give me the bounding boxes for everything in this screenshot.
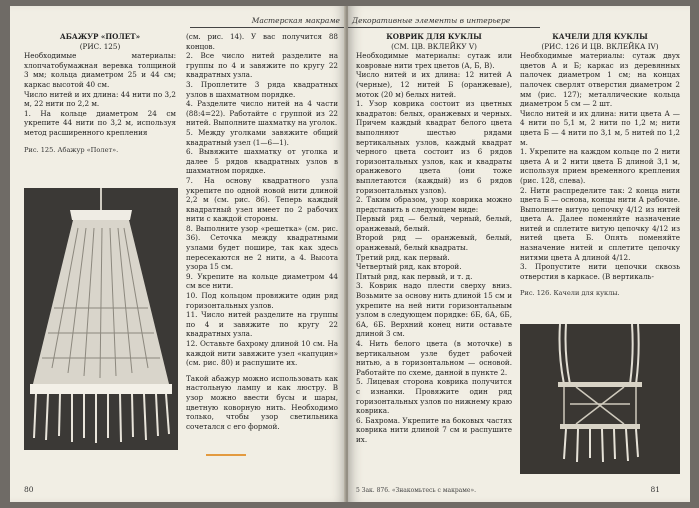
paragraph: Необходимые материалы: хлопчатобумажная веревка толщиной 3 мм; кольца диаметром 25 и 44 см; каркас высотой 40 см. bbox=[24, 51, 176, 89]
lampshade-photo bbox=[24, 188, 178, 450]
paragraph: 7. На основу квадратного узла укрепите по одной новой нити длиной 2,2 м (см. рис. 86). Теперь каждый квадратный узел имеет по 2 рабочих нити с каждой стороны. bbox=[186, 175, 338, 224]
figure-caption: Рис. 125. Абажур «Полет». bbox=[24, 145, 119, 154]
paragraph: 3. Пропустите нити цепочки сквозь отверстия в каркасе. (В вертикаль- bbox=[520, 262, 680, 281]
page-number-left: 80 bbox=[24, 485, 34, 494]
swing-photo bbox=[520, 324, 680, 474]
paragraph: Число нитей и их длина: нити цвета А — 4 нити по 5,1 м, 2 нити по 1,2 м; нити цвета Б — 4 нити по 3,1 м, 5 нитей по 1,2 м. bbox=[520, 108, 680, 147]
paragraph: 8. Выполните узор «решетка» (см. рис. 36). Сеточка между квадратными узлами будет пошире, так как здесь пересекаются не 2 нити, а 4. Высота узора 15 см. bbox=[186, 223, 338, 272]
paragraph: Число нитей и их длина: 12 нитей А (черные), 12 нитей Б (оранжевые), моток (20 м) белых нитей. bbox=[356, 70, 512, 99]
right-page bbox=[348, 6, 690, 502]
rug-subheading: (СМ. ЦВ. ВКЛЕЙКУ V) bbox=[391, 41, 477, 51]
paragraph: Четвертый ряд, как второй. bbox=[356, 262, 462, 272]
paragraph: Первый ряд — белый, черный, белый, оранжевый, белый. bbox=[356, 214, 512, 233]
running-head-rule-right bbox=[348, 27, 540, 28]
paragraph: Пятый ряд, как первый, и т. д. bbox=[356, 271, 473, 281]
swing-subheading: (РИС. 126 И ЦВ. ВКЛЕЙКА IV) bbox=[541, 41, 659, 51]
right-column-2 bbox=[520, 32, 680, 299]
swing-heading: КАЧЕЛИ ДЛЯ КУКЛЫ bbox=[552, 32, 648, 41]
paragraph: Необходимые материалы: сутаж или ковровые нити трех цветов (А, Б, В). bbox=[356, 51, 512, 70]
paragraph: Такой абажур можно использовать как настольную лампу и как люстру. В узор можно ввести бусы и шары, цветную коворную нить. Необходимо только, чтобы узор светильника сочетался с его формой. bbox=[186, 373, 338, 431]
paragraph: Число нитей и их длина: 44 нити по 3,2 м, 22 нити по 2,2 м. bbox=[24, 89, 176, 109]
paragraph: Третий ряд, как первый. bbox=[356, 252, 450, 262]
paragraph: 2. Все число нитей разделите на группы по 4 и завяжите по кругу 22 квадратных узла. bbox=[186, 51, 338, 80]
paragraph: 1. На кольце диаметром 24 см укрепите 44 нити по 3,2 м, используя метод расширенного крепления bbox=[24, 108, 176, 137]
paragraph: 6. Бахрома. Укрепите на боковых частях коврика нити длиной 7 см и распушите их. bbox=[356, 415, 512, 444]
paragraph: 5. Лицевая сторона коврика получится с изнанки. Провяжите один ряд горизонтальных узлов по нижнему краю коврика. bbox=[356, 377, 512, 416]
paragraph: 1. Укрепите на каждом кольце по 2 нити цвета А и 2 нити цвета Б длиной 3,1 м, используя прием временного крепления (рис. 128, слева). bbox=[520, 147, 680, 185]
right-column-1 bbox=[356, 32, 512, 445]
running-head-rule-left bbox=[190, 27, 346, 28]
paragraph: 2. Таким образом, узор коврика можно представить в следующем виде: bbox=[356, 195, 512, 214]
paragraph: 5. Между уголками завяжите общий квадратный узел (1—6—1). bbox=[186, 127, 338, 147]
figure-caption: Рис. 126. Качели для куклы. bbox=[520, 289, 620, 298]
paragraph: 4. Нить белого цвета (в моточке) в вертикальном узле будет рабочей нитью, а в горизонтальном — основой. Работайте по схеме, данной в пункте 2. bbox=[356, 339, 512, 377]
paragraph: 12. Оставьте бахрому длиной 10 см. На каждой нити завяжите узел «капуцин» (см. рис. 80) и распушите их. bbox=[186, 339, 338, 368]
running-head-right: Декоративные элементы в интерьере bbox=[352, 16, 511, 25]
paragraph: 1. Узор коврика состоит из цветных квадратов: белых, оранжевых и черных. Причем каждый квадрат белого цвета выполняют шестью рядами вертикальных узлов, каждый квадрат черного цвета состоит из 6 рядов горизонтальных узлов, как и квадраты оранжевого цвета (они тоже выплетаются (каждый) из 6 рядов горизонтальных узлов). bbox=[356, 99, 512, 195]
footnote: 5 Зак. 876. «Знакомьтесь с макраме». bbox=[356, 487, 477, 494]
paragraph: Необходимые материалы: сутаж двух цветов А и Б; каркас из деревянных палочек диаметром 1 см; на концах палочек сверлят отверстия диаметром 2 мм (рис. 127); металлические кольца диаметром 5 см — 2 шт. bbox=[520, 51, 680, 109]
left-column-2 bbox=[186, 32, 338, 431]
paragraph: 3. Коврик надо плести сверху вниз. Возьмите за основу нить длиной 15 см и укрепите на ней нити горизонтальным узлом в следующем порядке: 6Б, 6А, 6Б, 6А, 6Б. Верхний конец нити оставьте длиной 3 см. bbox=[356, 281, 512, 339]
lampshade-subheading: (РИС. 125) bbox=[79, 41, 121, 51]
rug-heading: КОВРИК ДЛЯ КУКЛЫ bbox=[386, 32, 482, 41]
page-number-right: 81 bbox=[650, 485, 660, 494]
paragraph: 9. Укрепите на кольце диаметром 44 см все нити. bbox=[186, 271, 338, 291]
paragraph: 4. Разделите число нитей на 4 части (88:4=22). Работайте с группой из 22 нитей. Выполните шахматку на уголок. bbox=[186, 99, 338, 128]
running-head-left: Мастерская макраме bbox=[251, 16, 340, 25]
paragraph: 11. Число нитей разделите на группы по 4 и завяжите по кругу 22 квадратных узла. bbox=[186, 310, 338, 339]
paragraph: 2. Нити распределите так: 2 конца нити цвета Б — основа, концы нити А рабочие. Выполните витую цепочку 4/12 из нитей цвета А. Далее поменяйте назначение нитей и сплетите витую цепочку 4/12 из нитей цвета Б. Опять поменяйте назначение нитей и сплетите цепочку нитями цвета А длиной 4/12. bbox=[520, 185, 680, 262]
paragraph: Второй ряд — оранжевый, белый, оранжевый, белый квадраты. bbox=[356, 233, 512, 253]
lampshade-heading: АБАЖУР «ПОЛЕТ» bbox=[59, 32, 141, 41]
left-page bbox=[10, 6, 346, 502]
paragraph: (см. рис. 14). У вас получится 88 концов. bbox=[186, 32, 338, 51]
highlight-mark bbox=[206, 454, 246, 456]
paragraph: 3. Проплетите 3 ряда квадратных узлов в шахматном порядке. bbox=[186, 79, 338, 99]
left-column-1 bbox=[24, 32, 176, 155]
paragraph: 6. Вывяжите шахматку от уголка и далее 5 рядов квадратных узлов в шахматном порядке. bbox=[186, 147, 338, 176]
paragraph: 10. Под кольцом провяжите один ряд горизонтальных узлов. bbox=[186, 291, 338, 310]
